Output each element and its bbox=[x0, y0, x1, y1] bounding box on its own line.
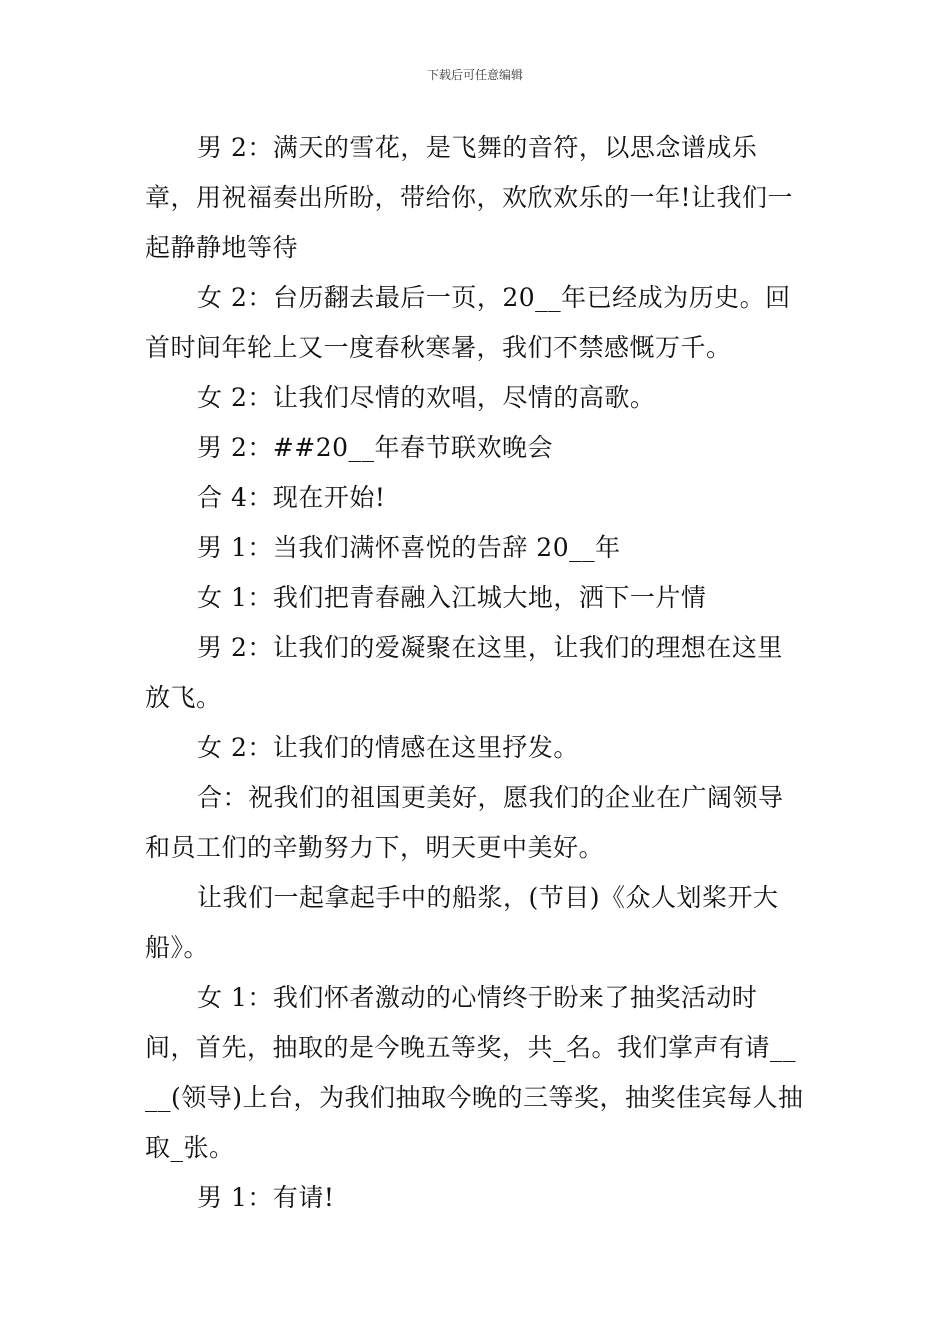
paragraph: 合 4：现在开始! bbox=[197, 483, 386, 512]
paragraph: 男 1：有请! bbox=[197, 1183, 335, 1212]
paragraph: 男 2：让我们的爱凝聚在这里，让我们的理想在这里放飞。 bbox=[145, 633, 783, 712]
paragraph: 女 2：让我们尽情的欢唱，尽情的高歌。 bbox=[197, 383, 656, 412]
paragraph: 让我们一起拿起手中的船浆，(节目)《众人划桨开大船》。 bbox=[145, 883, 779, 962]
paragraph: 男 2：满天的雪花，是飞舞的音符，以思念谱成乐章，用祝福奏出所盼，带给你，欢欣欢乐的一年!让我们一起静静地等待 bbox=[145, 133, 794, 262]
paragraph: 女 1：我们把青春融入江城大地，洒下一片情 bbox=[197, 583, 707, 612]
page-header-note: 下载后可任意编辑 bbox=[426, 68, 523, 82]
paragraph: 女 2：让我们的情感在这里抒发。 bbox=[197, 733, 579, 762]
paragraph: 女 1：我们怀者激动的心情终于盼来了抽奖活动时间，首先，抽取的是今晚五等奖，共_名。我们掌声有请____(领导)上台，为我们抽取今晚的三等奖，抽奖佳宾每人抽取_张。 bbox=[145, 983, 804, 1162]
document-body bbox=[145, 123, 807, 1223]
paragraph: 男 1：当我们满怀喜悦的告辞 20__年 bbox=[197, 533, 621, 562]
paragraph: 女 2：台历翻去最后一页，20__年已经成为历史。回首时间年轮上又一度春秋寒暑，我们不禁感慨万千。 bbox=[145, 283, 791, 362]
paragraph: 合：祝我们的祖国更美好，愿我们的企业在广阔领导和员工们的辛勤努力下，明天更中美好。 bbox=[145, 783, 784, 862]
paragraph: 男 2：##20__年春节联欢晚会 bbox=[197, 433, 554, 462]
